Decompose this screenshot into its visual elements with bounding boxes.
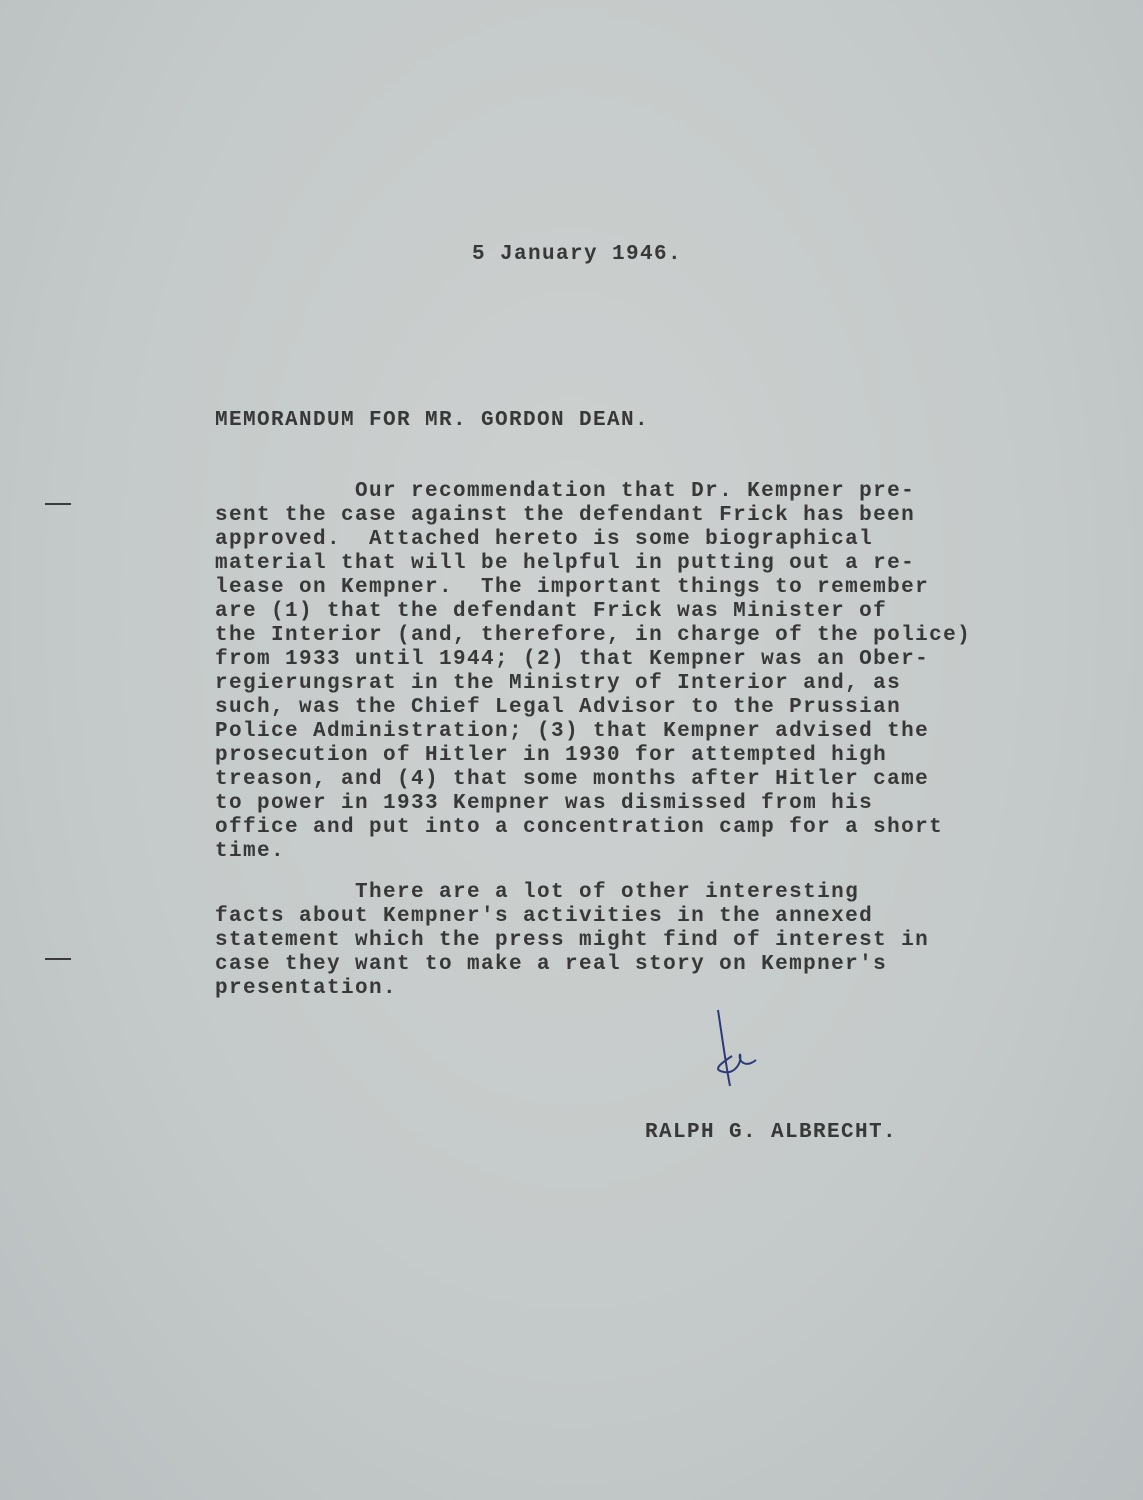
text-line: the Interior (and, therefore, in charge of the police)	[215, 624, 972, 647]
text-line: time.	[215, 840, 286, 863]
text-line: Our recommendation that Dr. Kempner pre-	[215, 480, 916, 503]
margin-mark	[45, 958, 71, 960]
text-line: office and put into a concentration camp for a short	[215, 816, 944, 839]
text-line: regierungsrat in the Ministry of Interior and, as	[215, 672, 902, 695]
text-line: approved. Attached hereto is some biographical	[215, 528, 874, 551]
text-line: statement which the press might find of interest in	[215, 929, 930, 952]
text-line: There are a lot of other interesting	[215, 881, 860, 904]
memo-date: 5 January 1946.	[472, 243, 683, 266]
signature-name: RALPH G. ALBRECHT.	[645, 1121, 898, 1144]
text-line: such, was the Chief Legal Advisor to the Prussian	[215, 696, 902, 719]
text-line: Police Administration; (3) that Kempner advised the	[215, 720, 930, 743]
memo-heading: MEMORANDUM FOR MR. GORDON DEAN.	[215, 409, 650, 432]
margin-mark	[45, 503, 71, 505]
paragraph-1	[215, 480, 971, 864]
text-line: material that will be helpful in putting out a re-	[215, 552, 916, 575]
handwritten-initial	[690, 1006, 780, 1116]
text-line: are (1) that the defendant Frick was Minister of	[215, 600, 888, 623]
text-line: lease on Kempner. The important things to remember	[215, 576, 930, 599]
text-line: to power in 1933 Kempner was dismissed from his	[215, 792, 874, 815]
paragraph-2	[215, 881, 929, 1001]
text-line: treason, and (4) that some months after Hitler came	[215, 768, 930, 791]
text-line: prosecution of Hitler in 1930 for attempted high	[215, 744, 888, 767]
text-line: presentation.	[215, 977, 398, 1000]
text-line: facts about Kempner's activities in the annexed	[215, 905, 874, 928]
text-line: sent the case against the defendant Frick has been	[215, 504, 916, 527]
text-line: case they want to make a real story on Kempner's	[215, 953, 888, 976]
text-line: from 1933 until 1944; (2) that Kempner was an Ober-	[215, 648, 930, 671]
